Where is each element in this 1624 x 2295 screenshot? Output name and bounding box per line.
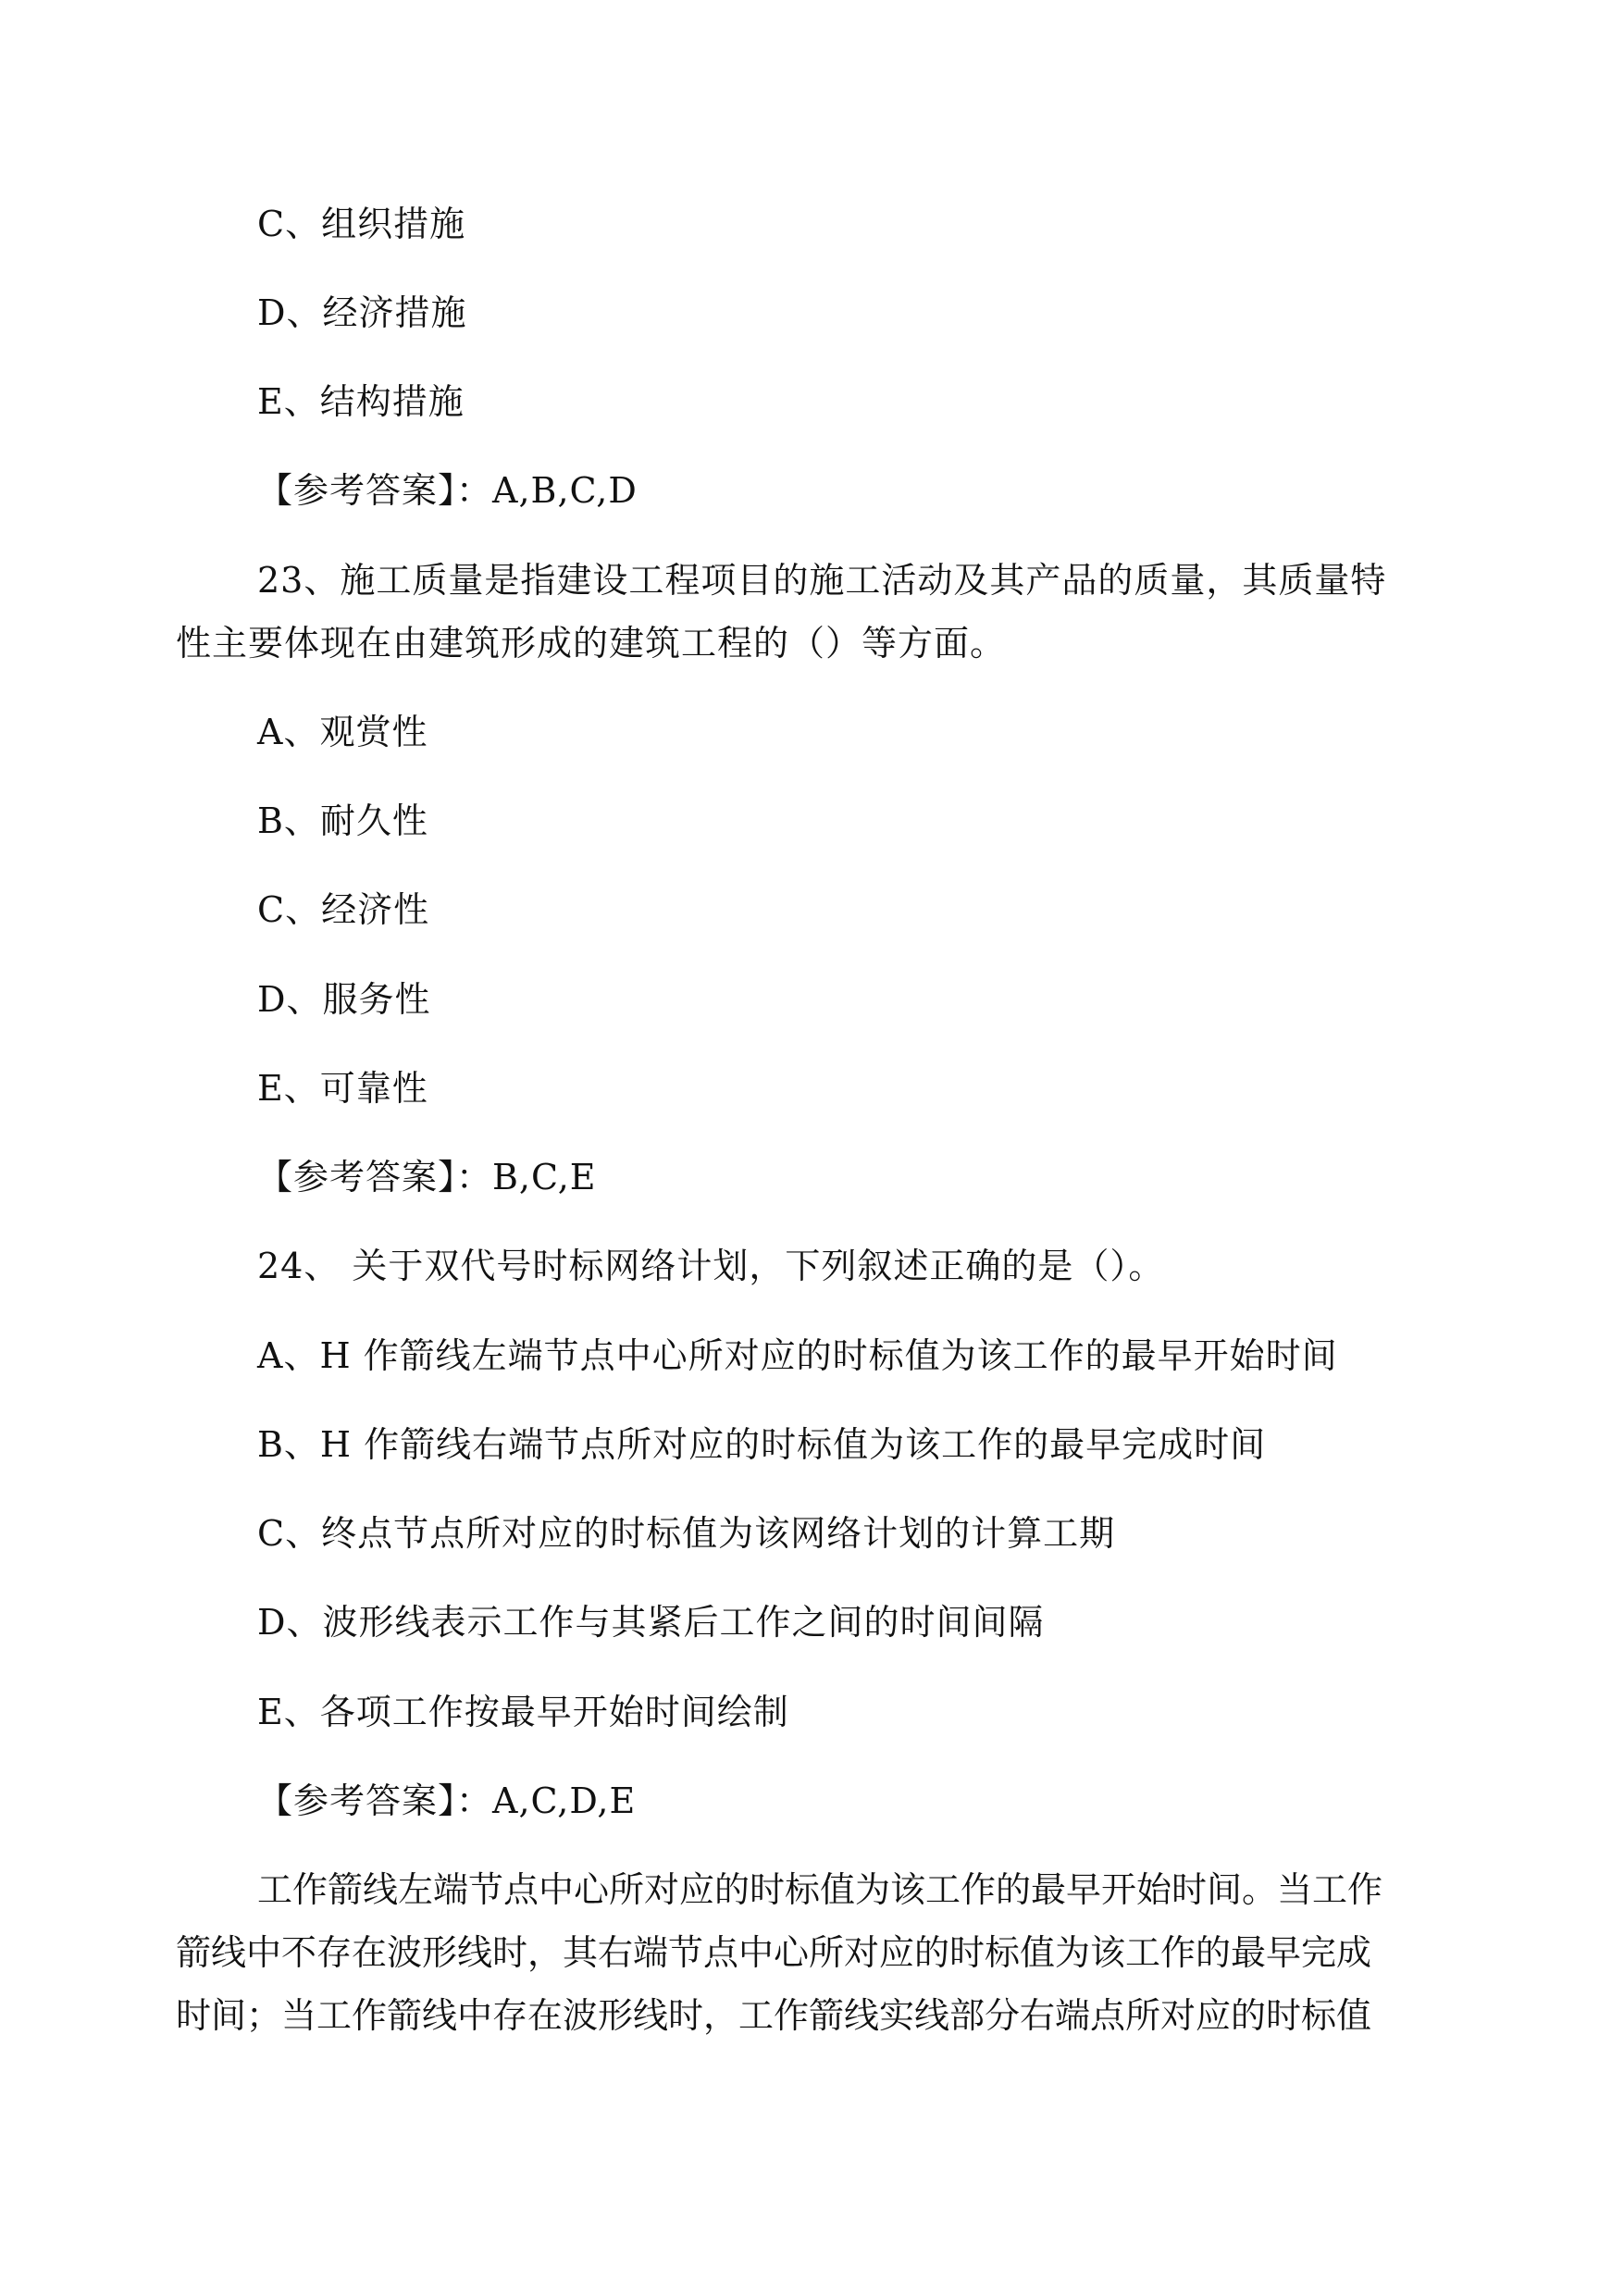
- q23-option-b: B、耐久性: [257, 800, 428, 841]
- q22-option-c: C、组织措施: [257, 204, 466, 244]
- q23-answer: 【参考答案】：B,C,E: [257, 1157, 597, 1197]
- q22-option-d: D、经济措施: [257, 292, 467, 333]
- q24-option-b: B、H 作箭线右端节点所对应的时标值为该工作的最早完成时间: [257, 1424, 1267, 1465]
- q23-option-c: C、经济性: [257, 889, 430, 930]
- q24-option-e: E、各项工作按最早开始时间绘制: [257, 1692, 789, 1732]
- q24-answer: 【参考答案】：A,C,D,E: [257, 1780, 637, 1821]
- q24-option-a: A、H 作箭线左端节点中心所对应的时标值为该工作的最早开始时间: [257, 1335, 1338, 1376]
- q22-option-e: E、结构措施: [257, 381, 465, 422]
- q23-option-d: D、服务性: [257, 979, 431, 1020]
- q23-option-a: A、观赏性: [257, 712, 428, 752]
- q24-explanation-line-2: 箭线中不存在波形线时，其右端节点中心所对应的时标值为该工作的最早完成: [176, 1932, 1372, 1973]
- q22-answer: 【参考答案】：A,B,C,D: [257, 470, 638, 511]
- q23-stem-line-1: 23、施工质量是指建设工程项目的施工活动及其产品的质量，其质量特: [257, 560, 1387, 601]
- q24-stem: 24、 关于双代号时标网络计划，下列叙述正确的是（）。: [257, 1246, 1165, 1286]
- q24-explanation-line-1: 工作箭线左端节点中心所对应的时标值为该工作的最早开始时间。当工作: [257, 1869, 1383, 1910]
- q24-option-c: C、终点节点所对应的时标值为该网络计划的计算工期: [257, 1513, 1116, 1554]
- q24-option-d: D、波形线表示工作与其紧后工作之间的时间间隔: [257, 1602, 1045, 1643]
- q23-option-e: E、可靠性: [257, 1068, 428, 1109]
- q24-explanation-line-3: 时间；当工作箭线中存在波形线时，工作箭线实线部分右端点所对应的时标值: [176, 1995, 1372, 2036]
- q23-stem-line-2: 性主要体现在由建筑形成的建筑工程的（）等方面。: [176, 623, 1007, 664]
